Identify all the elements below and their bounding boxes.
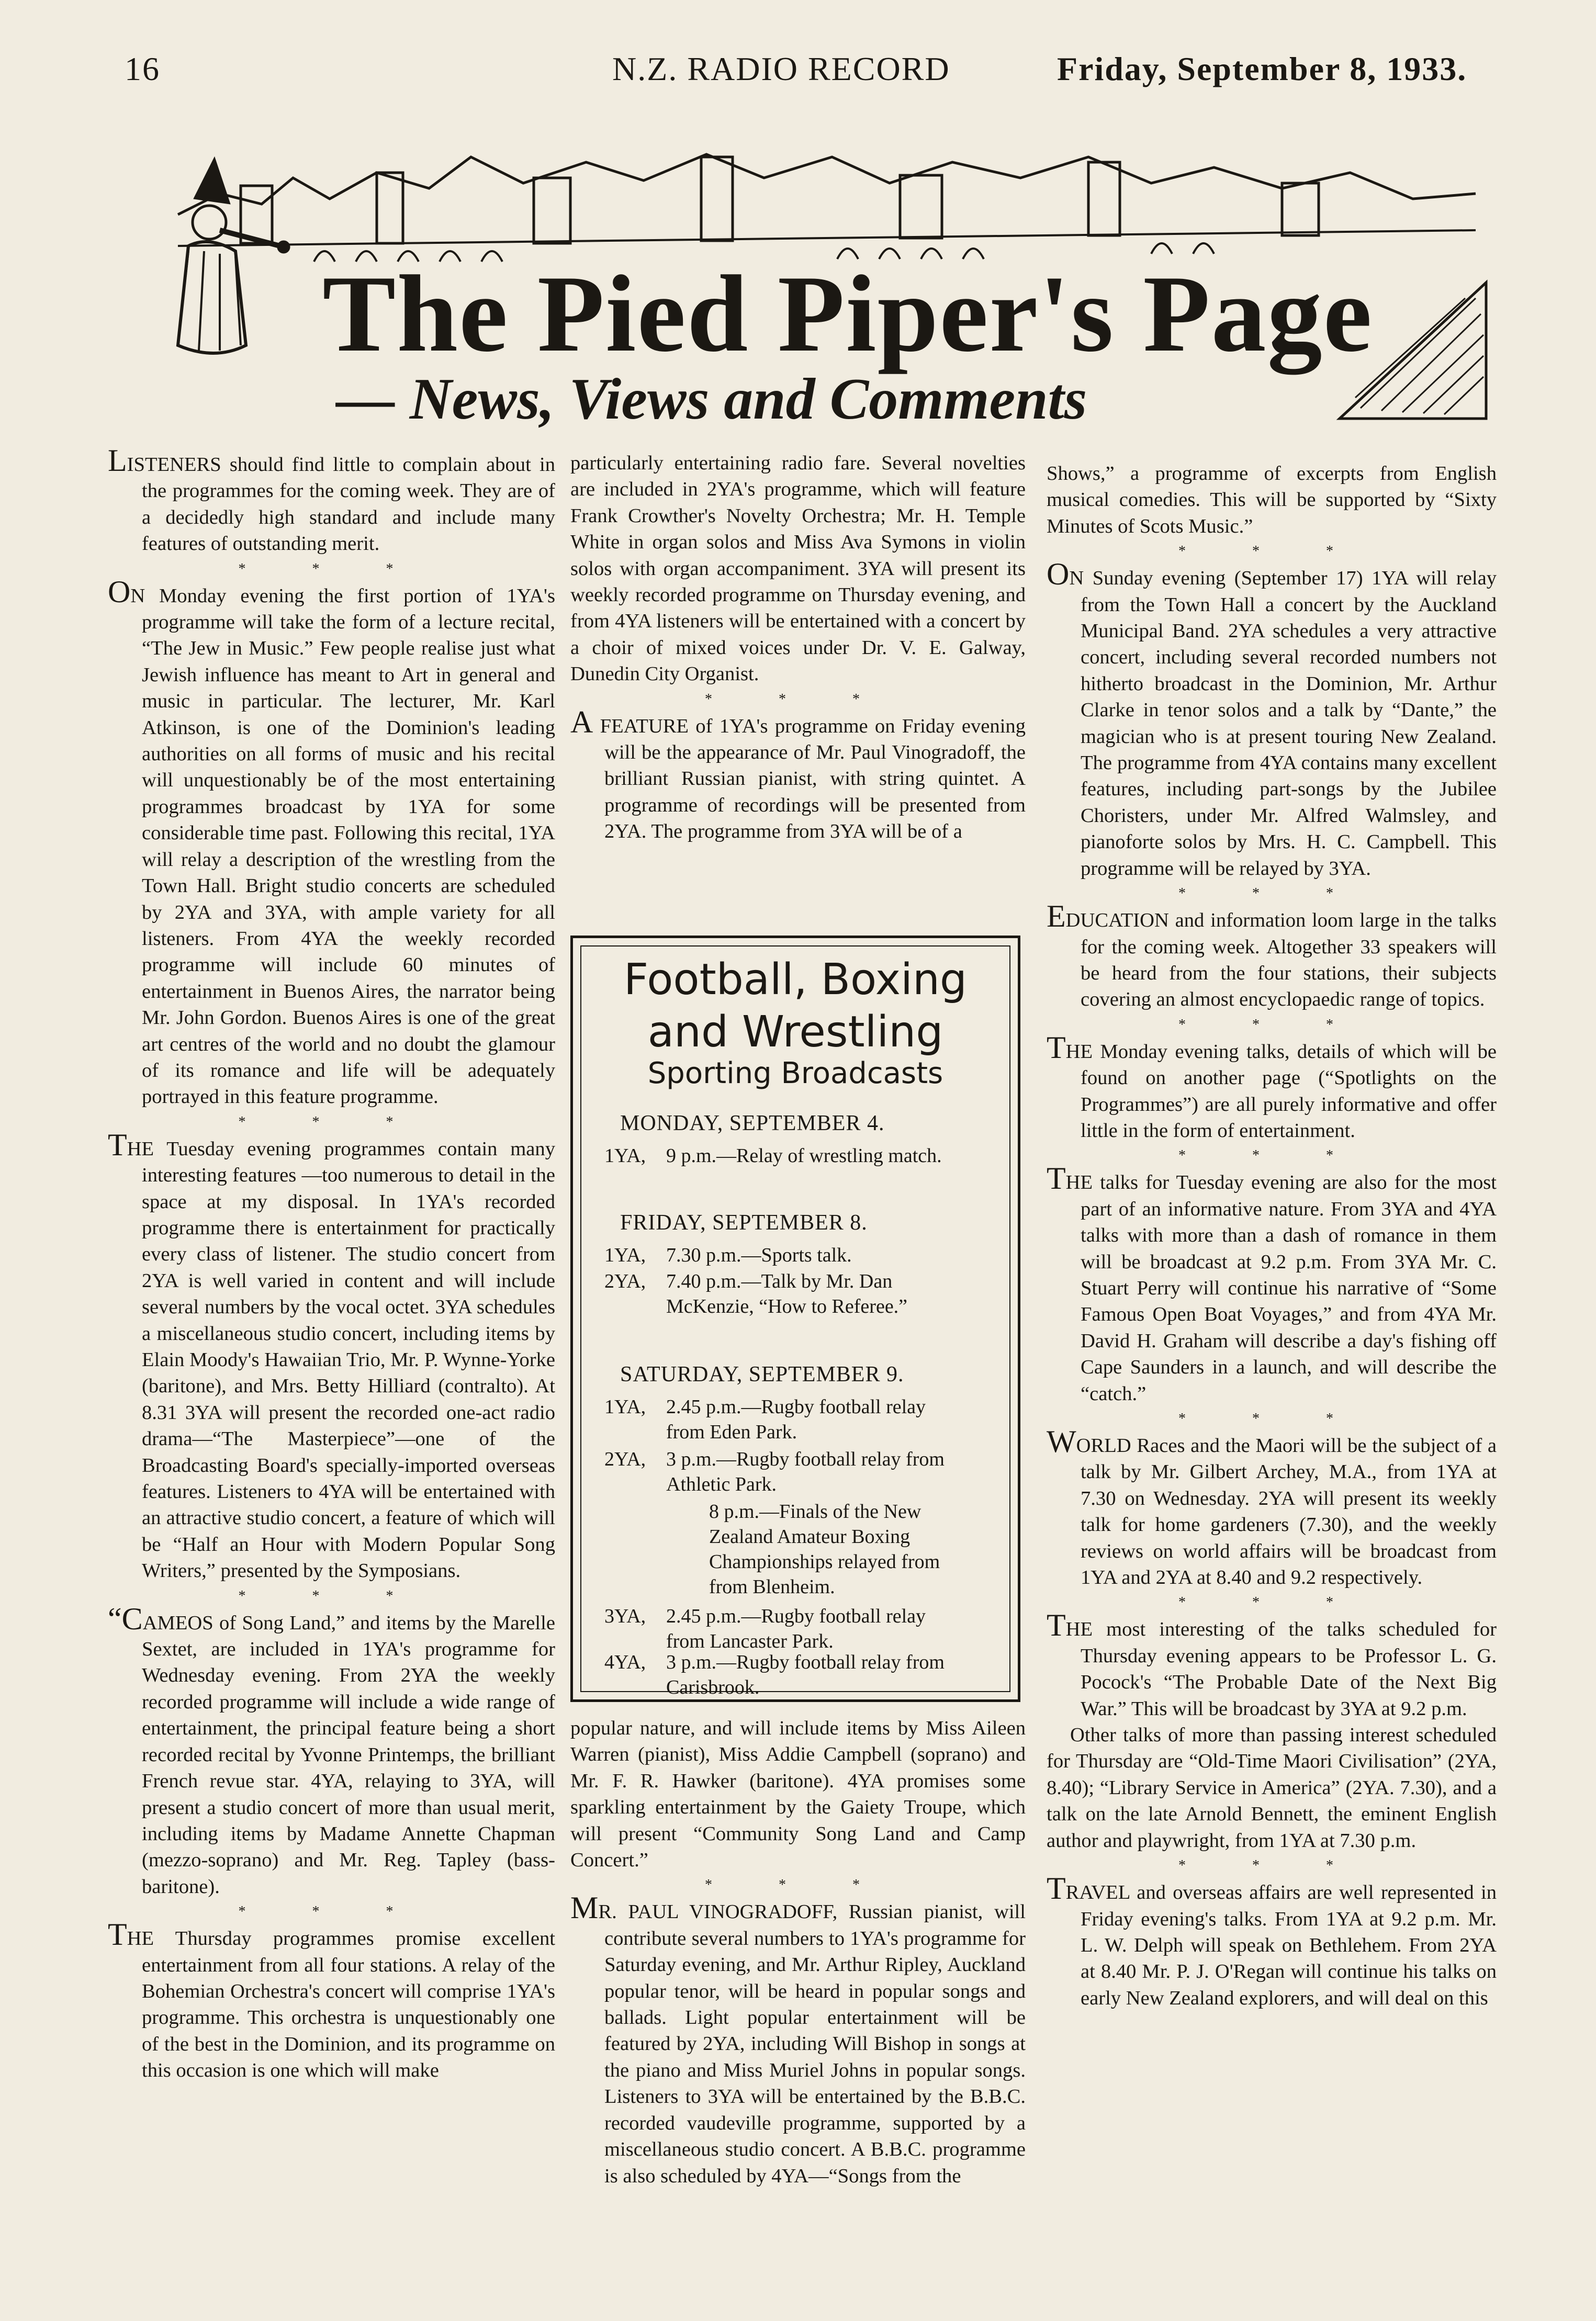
- paragraph: [570, 1890, 1026, 2189]
- paragraph-text: ORLD Races and the Maori will be the subject of a talk by Mr. Gilbert Archey, M.A., from 1YA at 7.30 on Wednesday. 2YA will present its weekly talk for home gardeners (7.30), and the weekly reviews on world affairs will be broadcast from 1YA and 2YA at 8.40 and 9.2 respectively.: [1076, 1435, 1497, 1589]
- paragraph: [1047, 1030, 1497, 1144]
- schedule-item: [604, 1269, 981, 1347]
- paragraph-text: HE Tuesday evening programmes contain many interesting features —too numerous to detail in the space at my disposal. In 1YA's recorded programme there is entertainment for practically every class of listener. The studio concert from 2YA is well varied in content and will include several numbers by the vocal octet. 3YA schedules a miscellaneous studio concert, including items by Elain Moody's Hawaiian Trio, Mr. P. Wynne-Yorke (baritone), and Mrs. Betty Hilliard (contralto). At 8.31 3YA will present the recorded one-act radio drama—“The Masterpiece”—one of the Broadcasting Board's specially-imported overseas features. Listeners to 4YA will be entertained with an attractive studio concert, a feature of which will be “Half an Hour with Modern Popular Song Writers,” presented by the Symposians.: [127, 1137, 555, 1582]
- schedule-station: 1YA,: [604, 1396, 646, 1418]
- separator-stars: * * *: [1178, 885, 1365, 902]
- column-2-top: [570, 450, 1026, 845]
- paragraph-text: popular nature, and will include items by Miss Aileen Warren (pianist), Miss Addie Campbell (soprano) and Mr. F. R. Hawker (baritone). 4YA promises some sparkling entertainment by the Gaiety Troupe, which will present “Community Song Land and Camp Concert.”: [570, 1717, 1026, 1872]
- paragraph-text: HE talks for Tuesday evening are also for the most part of an informative nature. From 3YA and 4YA talks with more than a dash of romance in them will be broadcast at 9.2 p.m. From 3YA Mr. C. Stuart Perry will continue his narrative of “Some Famous Open Boat Voyages,” and from 4YA Mr. David H. Graham will describe a day's fishing off Cape Saunders in a launch, and will describe the “catch.”: [1065, 1171, 1497, 1405]
- box-title-line-1: Football, Boxing: [624, 955, 967, 1005]
- separator-stars: * * *: [238, 1587, 425, 1604]
- paragraph: [1047, 460, 1497, 539]
- drop-cap: T: [1047, 1161, 1066, 1196]
- separator-stars: * * *: [705, 691, 891, 707]
- sporting-broadcasts-box: [570, 936, 1020, 1702]
- drop-cap: T: [1047, 1030, 1066, 1065]
- schedule-text: 7.30 p.m.—Sports talk.: [666, 1244, 852, 1266]
- drop-cap: A: [570, 704, 593, 739]
- drop-cap: E: [1047, 899, 1066, 934]
- schedule-station: 1YA,: [604, 1244, 646, 1266]
- paragraph: [1047, 1424, 1497, 1591]
- schedule-item: [604, 1604, 981, 1656]
- drop-cap: “C: [108, 1601, 143, 1636]
- schedule-station: 2YA,: [604, 1270, 646, 1292]
- publication-title: N.Z. RADIO RECORD: [612, 50, 950, 87]
- schedule-station: 3YA,: [604, 1605, 646, 1627]
- paragraph-text: ISTENERS should find little to complain about in the programmes for the coming week. They are of a decidedly high standard and include many features of outstanding merit.: [127, 454, 555, 555]
- drop-cap: T: [108, 1917, 127, 1952]
- separator-stars: * * *: [238, 1903, 425, 1920]
- paragraph-text: Shows,” a programme of excerpts from English musical comedies. This will be supported by “Sixty Minutes of Scots Music.”: [1047, 463, 1497, 537]
- page-number: 16: [125, 50, 160, 87]
- paragraph-text: N Sunday evening (September 17) 1YA will relay from the Town Hall a concert by the Auckland Municipal Band. 2YA schedules a very attractive concert, including several recorded numbers not hitherto broadcast in the Dominion, Mr. Arthur Clarke in tenor solos and a talk by “Dante,” the magician who is at present touring New Zealand. The programme from 4YA contains many excellent features, including part-songs by the Jubilee Choristers, under Mr. Alfred Walmsley, and pianoforte solos by Mrs. H. C. Campbell. This programme will be relayed by 3YA.: [1069, 567, 1497, 880]
- paragraph-text: AMEOS of Song Land,” and items by the Marelle Sextet, are included in 1YA's programme for Wednesday evening. From 2YA the weekly recorded programme will include a wide range of entertainment, the principal feature being a short recorded recital by Yvonne Printemps, the brilliant French revue star. 4YA, relaying to 3YA, will present a studio concert of more than usual merit, including items by Madame Annette Chapman (mezzo-soprano) and Mr. Reg. Tapley (bass-baritone).: [142, 1612, 555, 1898]
- paragraph-text: HE Monday evening talks, details of which will be found on another page (“Spotlights on the Programmes”) are all purely informative and offer little in the form of entertainment.: [1065, 1040, 1497, 1142]
- schedule-text: 9 p.m.—Relay of wrestling match.: [666, 1145, 942, 1167]
- schedule-item: [604, 1243, 981, 1269]
- paragraph: [1047, 899, 1497, 1013]
- drop-cap: O: [108, 574, 131, 609]
- drop-cap: W: [1047, 1424, 1076, 1459]
- box-title: [573, 954, 1018, 1058]
- paragraph-text: Other talks of more than passing interest scheduled for Thursday are “Old-Time Maori Civilisation” (2YA, 8.40); “Library Service in America” (2YA. 7.30), and a talk on the late Arnold Bennett, the eminent English author and playwright, from 1YA at 7.30 p.m.: [1047, 1724, 1497, 1852]
- paragraph: [108, 1601, 555, 1900]
- paragraph-text: particularly entertaining radio fare. Several novelties are included in 2YA's programme, which will feature Frank Crowther's Novelty Orchestra; Mr. H. Temple White in organ solos and Miss Ava Symons in violin solos with organ accompaniment. 3YA will present its weekly recorded programme on Thursday evening, and from 4YA listeners will be entertained with a concert by a choir of mixed voices under Dr. V. E. Galway, Dunedin City Organist.: [570, 452, 1026, 685]
- separator-stars: * * *: [1178, 1016, 1365, 1033]
- paragraph: [570, 450, 1026, 688]
- schedule-station: 1YA,: [604, 1145, 646, 1167]
- paragraph: [570, 1715, 1026, 1873]
- schedule-text: 3 p.m.—Rugby football relay from Carisbrook.: [666, 1651, 945, 1698]
- schedule-text: 8 p.m.—Finals of the New Zealand Amateur Boxing Championships relayed from from Blenheim.: [709, 1501, 940, 1598]
- drop-cap: M: [570, 1890, 599, 1925]
- paragraph-text: R. PAUL VINOGRADOFF, Russian pianist, will contribute several numbers to 1YA's programme for Saturday evening, and Mr. Arthur Ripley, Auckland popular tenor, will be heard in popular songs and ballads. Light popular entertainment will be featured by 2YA, including Will Bishop in songs at the piano and Miss Muriel Johns in popular songs. Listeners to 3YA will be entertained by the B.B.C. recorded vaudeville programme, supported by a miscellaneous studio concert. A B.B.C. programme is also scheduled by 4YA—“Songs from the: [598, 1901, 1026, 2187]
- paragraph-text: HE Thursday programmes promise excellent entertainment from all four stations. A relay of the Bohemian Orchestra's concert will comprise 1YA's programme. This orchestra is unquestionably one of the best in the Dominion, and its programme on this occasion is one which will make: [127, 1928, 555, 2082]
- issue-date: Friday, September 8, 1933.: [1057, 50, 1467, 87]
- box-subtitle: Sporting Broadcasts: [647, 1056, 943, 1090]
- paragraph-text: HE most interesting of the talks scheduled for Thursday evening appears to be Professor L. G. Pocock's “The Probable Date of the Next Big War.” This will be broadcast by 3YA at 9.2 p.m.: [1065, 1618, 1497, 1720]
- schedule-day-heading: FRIDAY, SEPTEMBER 8.: [620, 1211, 868, 1235]
- paragraph: [108, 443, 555, 557]
- box-title-line-2: and Wrestling: [647, 1007, 943, 1057]
- drop-cap: L: [108, 443, 127, 478]
- column-3: [1047, 460, 1497, 2011]
- paragraph: [570, 704, 1026, 845]
- separator-stars: * * *: [1178, 543, 1365, 560]
- separator-stars: * * *: [1178, 1411, 1365, 1427]
- paragraph: [1047, 557, 1497, 882]
- separator-stars: * * *: [1178, 1147, 1365, 1164]
- column-1: [108, 443, 555, 2084]
- paragraph-text: FEATURE of 1YA's programme on Friday evening will be the appearance of Mr. Paul Vinogradoff, the brilliant Russian pianist, with string quintet. A programme of recordings will be presented from 2YA. The programme from 3YA will be of a: [593, 715, 1026, 843]
- schedule-station: 2YA,: [604, 1448, 646, 1470]
- drop-cap: O: [1047, 557, 1070, 592]
- separator-stars: * * *: [238, 560, 425, 577]
- paragraph: [1047, 1871, 1497, 2011]
- drop-cap: T: [1047, 1871, 1066, 1906]
- paragraph-text: DUCATION and information loom large in the talks for the coming week. Altogether 33 speakers will be heard from the four stations, their subjects covering an almost encyclopaedic range of topics.: [1065, 909, 1497, 1011]
- separator-stars: * * *: [1178, 1857, 1365, 1874]
- schedule-day-heading: MONDAY, SEPTEMBER 4.: [620, 1111, 885, 1135]
- paragraph: [1047, 1608, 1497, 1722]
- paragraph-text: RAVEL and overseas affairs are well represented in Friday evening's talks. From 1YA at 9.2 p.m. Mr. L. W. Delph will speak on Bethlehem. From 2YA at 8.40 Mr. P. J. O'Regan will continue his talks on early New Zealand explorers, and will deal on this: [1065, 1881, 1497, 2009]
- paragraph: [1047, 1722, 1497, 1854]
- drop-cap: T: [108, 1127, 127, 1162]
- pied-piper-banner: [157, 126, 1497, 429]
- banner-title: The Pied Piper's Page: [322, 253, 1373, 375]
- paragraph: [108, 1127, 555, 1584]
- paragraph: [108, 574, 555, 1110]
- schedule-item: [604, 1447, 981, 1499]
- schedule-item: [604, 1499, 981, 1604]
- town-skyline: [178, 154, 1476, 246]
- separator-stars: * * *: [1178, 1594, 1365, 1611]
- schedule-text: 7.40 p.m.—Talk by Mr. Dan McKenzie, “How to Referee.”: [666, 1270, 908, 1317]
- schedule-station: 4YA,: [604, 1651, 646, 1673]
- separator-stars: * * *: [705, 1877, 891, 1894]
- paragraph: [1047, 1161, 1497, 1407]
- paragraph-text: N Monday evening the first portion of 1YA's programme will take the form of a lecture recital, “The Jew in Music.” Few people realise just what Jewish influence has meant to Art in general and music in particular. The lecturer, Mr. Karl Atkinson, is one of the Dominion's leading authorities on all forms of music and his recital will unquestionably be of the most entertaining programmes broadcast by 1YA for some considerable time past. Following this recital, 1YA will relay a description of the wrestling from the Town Hall. Bright studio concerts are scheduled by 2YA and 3YA, with ample variety for all listeners. From 4YA the weekly recorded programme will include 60 minutes of entertainment in Buenos Aires, the narrator being Mr. John Gordon. Buenos Aires is one of the great art centres of the world and no doubt the glamour of its romance and life will be adequately portrayed in this feature programme.: [130, 584, 555, 1108]
- schedule-text: 2.45 p.m.—Rugby football relay from Lancaster Park.: [666, 1605, 926, 1652]
- schedule-item: [604, 1394, 981, 1447]
- paragraph: [108, 1917, 555, 2083]
- schedule-day-heading: SATURDAY, SEPTEMBER 9.: [620, 1362, 904, 1387]
- schedule-item: [604, 1650, 981, 1697]
- banner-illustration: [157, 126, 1497, 429]
- schedule-text: 2.45 p.m.—Rugby football relay from Eden Park.: [666, 1396, 926, 1443]
- schedule-item: [604, 1143, 981, 1196]
- drop-cap: T: [1047, 1608, 1066, 1643]
- separator-stars: * * *: [238, 1113, 425, 1130]
- banner-subtitle: — News, Views and Comments: [336, 367, 1087, 429]
- schedule-text: 3 p.m.—Rugby football relay from Athletic Park.: [666, 1448, 945, 1495]
- running-head: [0, 50, 1596, 107]
- column-2-bottom: [570, 1715, 1026, 2189]
